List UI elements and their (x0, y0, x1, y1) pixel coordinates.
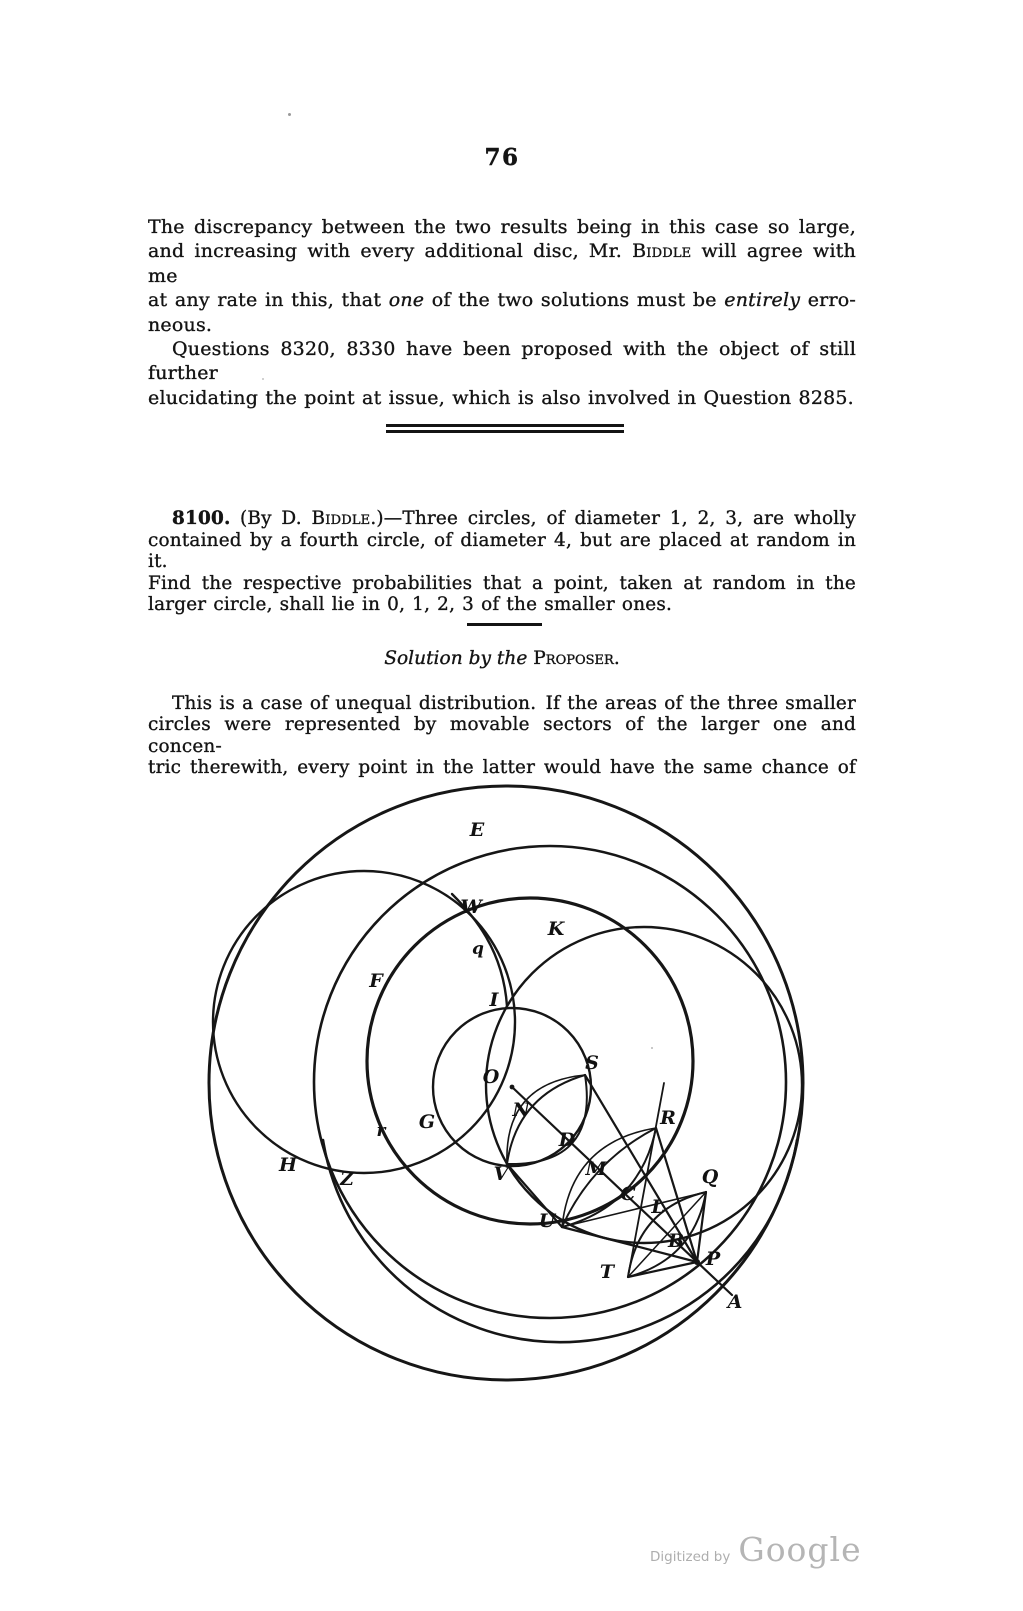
text-line (148, 530, 856, 573)
point-label-I: I (489, 989, 499, 1011)
google-watermark (650, 1530, 862, 1569)
point-label-M: M (585, 1158, 607, 1180)
text-segment: of the two solutions must be (424, 289, 725, 312)
point-label-P: P (705, 1248, 721, 1270)
text-segment: Biddle (632, 240, 692, 263)
intro-paragraphs (148, 215, 856, 410)
diagram-labels (278, 819, 742, 1313)
text-segment: 8100. (172, 508, 231, 529)
scan-speckle (262, 378, 264, 380)
text-segment: Solution by the (384, 648, 534, 669)
solution-divider-rule (467, 623, 542, 626)
point-label-R: R (660, 1107, 676, 1129)
point-label-Q: Q (701, 1166, 719, 1188)
text-segment: Biddle (311, 508, 371, 529)
text-segment: (By D. (230, 508, 312, 529)
point-label-L: L (651, 1196, 665, 1218)
text-line (148, 594, 856, 616)
question-8100-paragraph (148, 508, 856, 616)
point-label-N: N (512, 1099, 530, 1121)
text-segment: one (388, 289, 425, 312)
line-Q-to-P (697, 1192, 706, 1262)
diagram-circle-diameter4 (209, 786, 803, 1380)
scan-speckle (288, 113, 291, 116)
text-segment: at any rate in this, that (148, 289, 389, 312)
point-label-T: T (599, 1261, 615, 1283)
point-label-r: r (376, 1121, 386, 1141)
geometry-diagram (150, 742, 850, 1407)
point-label-A: A (727, 1291, 743, 1313)
text-segment: and increasing with every additional disc, Mr. (148, 240, 633, 263)
point-label-D: D (558, 1129, 576, 1151)
text-segment: tric therewith, every point in the latter would have the same chance of (148, 757, 856, 779)
scan-speckle (651, 1047, 653, 1049)
text-line (148, 215, 856, 239)
text-segment: Proposer (533, 648, 614, 669)
point-label-Z: Z (340, 1168, 354, 1190)
point-label-F: F (369, 970, 383, 992)
point-label-H: H (279, 1154, 297, 1176)
text-line (148, 337, 856, 386)
google-logo: Google (738, 1530, 862, 1569)
text-segment: The discrepancy between the two results being in this case so large, (148, 216, 856, 238)
text-line (148, 573, 856, 595)
text-segment: entirely (724, 289, 801, 312)
text-segment: .)—Three circles, of diameter 1, 2, 3, are wholly (370, 508, 856, 529)
text-segment: . (613, 648, 620, 669)
point-label-W: W (460, 896, 482, 918)
solution-heading (148, 648, 856, 669)
text-segment: neous. (148, 313, 213, 336)
point-label-C: C (620, 1183, 636, 1205)
point-dot-P (694, 1259, 700, 1265)
text-segment: larger circle, shall lie in 0, 1, 2, 3 of the smaller ones. (148, 594, 673, 616)
point-label-G: G (418, 1111, 436, 1133)
text-segment: This is a case of unequal distribution. If the areas of the three smaller (172, 693, 856, 714)
digitized-by-label: Digitized by (650, 1549, 731, 1565)
text-segment: contained by a fourth circle, of diameter 4, but are placed at random in it. (148, 529, 856, 573)
text-segment: Find the respective probabilities that a point, taken at random in the (148, 572, 856, 594)
point-label-U: U (538, 1210, 556, 1232)
point-label-K: K (547, 918, 565, 940)
text-line (148, 313, 856, 337)
text-line (148, 508, 856, 530)
point-label-O: O (482, 1066, 500, 1088)
page-number: 76 (484, 144, 520, 171)
text-line (148, 386, 856, 410)
text-segment: circles were represented by movable sectors of the larger one and concen- (148, 714, 856, 757)
text-segment: Questions 8320, 8330 have been proposed with the object of still further (148, 338, 856, 385)
text-segment: elucidating the point at issue, which is also involved in Question 8285. (148, 386, 854, 409)
text-line (148, 693, 856, 714)
section-divider-double-rule (386, 424, 624, 433)
point-label-V: V (493, 1163, 509, 1185)
point-dot-O (510, 1085, 515, 1090)
point-label-q: q (472, 939, 484, 959)
point-label-E: E (469, 819, 485, 841)
text-segment: will agree with me (148, 240, 856, 287)
point-label-S: S (585, 1052, 599, 1074)
text-line (148, 239, 856, 288)
text-segment: erro- (800, 289, 856, 312)
point-label-B: B (667, 1230, 685, 1252)
text-line (148, 288, 856, 312)
